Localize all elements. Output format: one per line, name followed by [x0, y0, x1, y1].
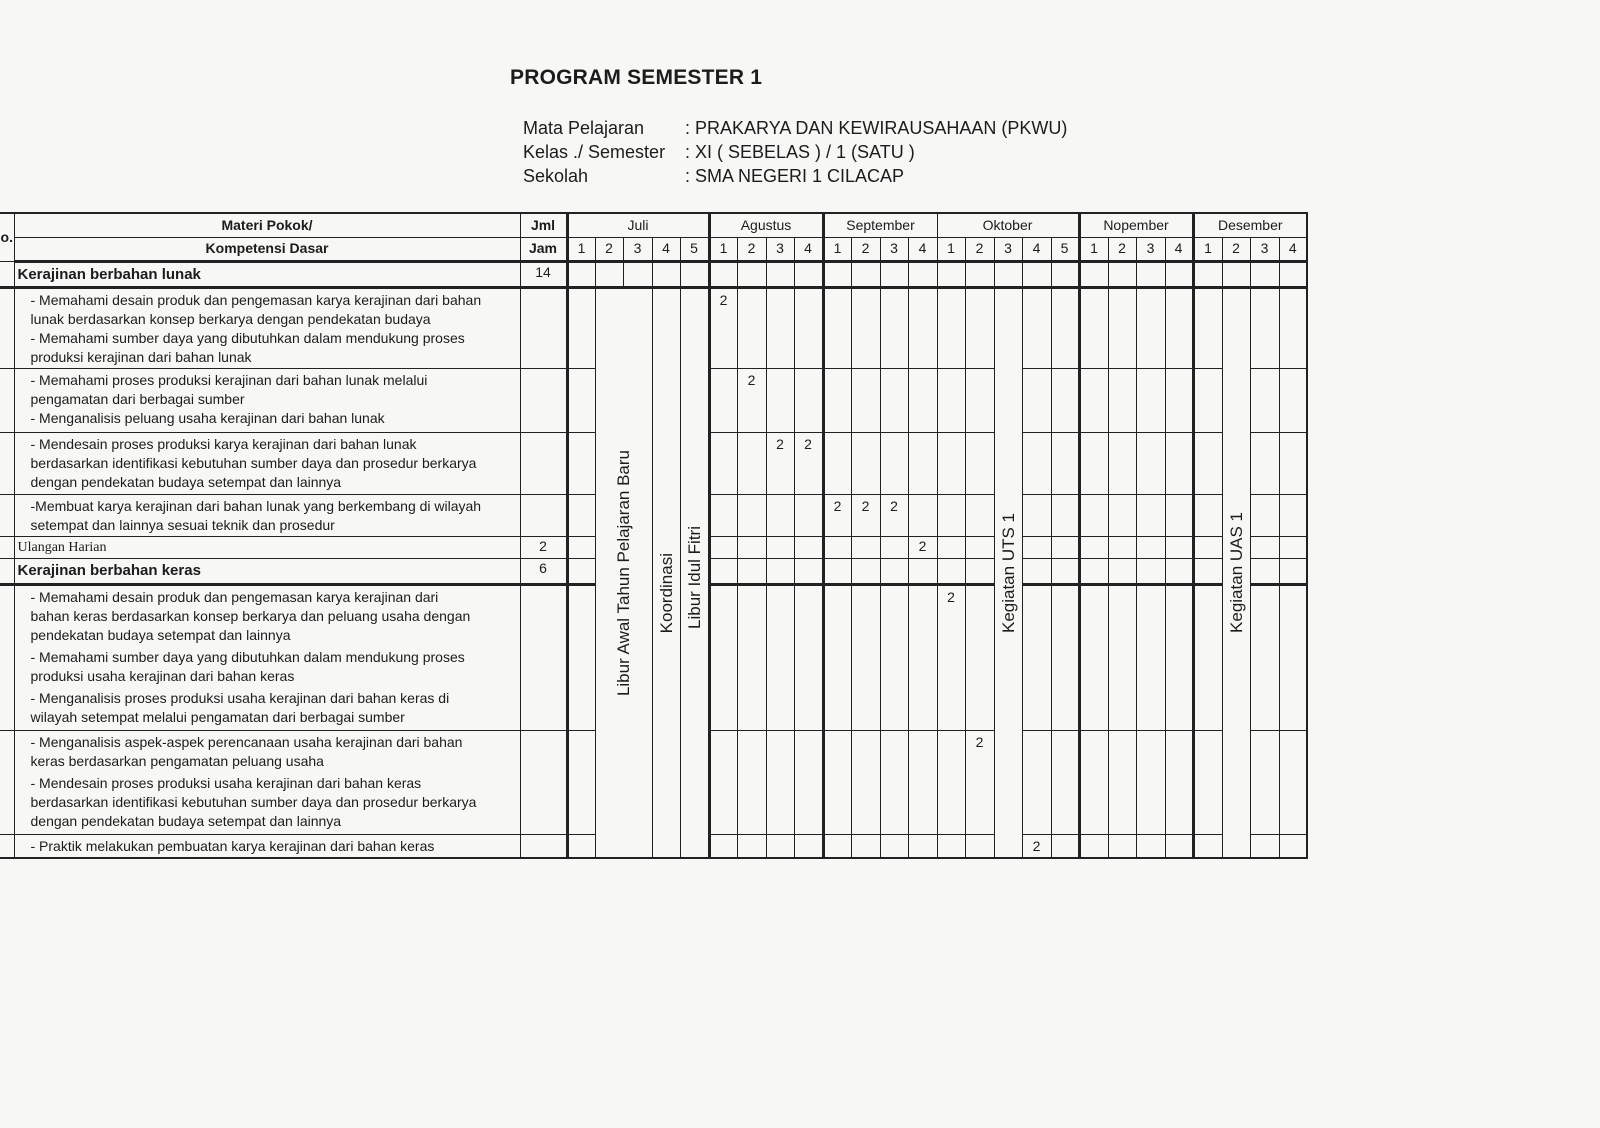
text-line: dengan pendekatan budaya setempat dan lainnya	[30, 473, 342, 490]
week-cell: 1	[937, 237, 965, 261]
uts-label: Kegiatan UTS 1	[998, 512, 1018, 633]
text-line: - Praktik melakukan pembuatan karya kerajinan dari bahan keras	[30, 837, 435, 854]
materi-text	[14, 834, 520, 858]
week-cell: 1	[567, 237, 595, 261]
text-line: produksi kerajinan dari bahan lunak	[30, 348, 252, 365]
text-line: wilayah setempat melalui pengamatan dari berbagai sumber	[30, 708, 405, 725]
info-label: Sekolah	[523, 166, 589, 186]
text-line: - Menganalisis peluang usaha kerajinan dari bahan lunak	[30, 409, 385, 426]
text-line: produksi usaha kerajinan dari bahan keras	[30, 667, 295, 684]
week-cell: 2	[1108, 237, 1136, 261]
alloc-cell: 2	[766, 432, 794, 494]
jam-keras: 6	[520, 558, 567, 584]
week-cell: 3	[1250, 237, 1279, 261]
week-cell: 1	[709, 237, 737, 261]
header-row-months	[0, 213, 1307, 237]
text-line: bahan keras berdasarkan konsep berkarya dan peluang usaha dengan	[30, 607, 471, 624]
materi-text	[14, 287, 520, 368]
text-line: - Mendesain proses produksi usaha kerajinan dari bahan keras	[30, 774, 422, 791]
materi-text	[14, 368, 520, 432]
text-line: keras berdasarkan pengamatan peluang usaha	[30, 752, 324, 769]
materi-text	[14, 730, 520, 834]
week-cell: 1	[1193, 237, 1222, 261]
month-juli: Juli	[567, 213, 709, 237]
month-agustus: Agustus	[709, 213, 823, 237]
header-row-weeks	[0, 237, 1307, 261]
koordinasi-label: Koordinasi	[656, 552, 676, 633]
week-cell: 1	[823, 237, 851, 261]
koordinasi-cell	[652, 287, 680, 858]
month-september: September	[823, 213, 937, 237]
header-kompetensi: Kompetensi Dasar	[14, 237, 520, 261]
alloc-cell: 2	[823, 494, 851, 536]
text-line: setempat dan lainnya sesuai teknik dan prosedur	[30, 516, 335, 533]
program-semester-table	[0, 212, 1308, 859]
text-line: - Menganalisis proses produksi usaha kerajinan dari bahan keras di	[30, 689, 450, 706]
text-line: - Memahami proses produksi kerajinan dari bahan lunak melalui	[30, 371, 428, 388]
week-cell: 4	[908, 237, 937, 261]
week-cell: 5	[680, 237, 709, 261]
week-cell: 2	[1222, 237, 1250, 261]
week-cell: 4	[1279, 237, 1307, 261]
text-line: berdasarkan identifikasi kebutuhan sumber daya dan prosedur berkarya	[30, 454, 477, 471]
text-line: - Memahami desain produk dan pengemasan karya kerajinan dari	[30, 588, 439, 605]
header-jam: Jam	[520, 237, 567, 261]
header-materi: Materi Pokok/	[14, 213, 520, 237]
text-line: pendekatan budaya setempat dan lainnya	[30, 626, 291, 643]
alloc-cell: 2	[880, 494, 908, 536]
jam-lunak: 14	[520, 261, 567, 287]
libur-idul-cell	[680, 287, 709, 858]
week-cell: 2	[595, 237, 623, 261]
week-cell: 1	[1079, 237, 1108, 261]
text-line: - Memahami sumber daya yang dibutuhkan dalam mendukung proses	[30, 329, 465, 346]
week-cell: 4	[1165, 237, 1193, 261]
materi-text	[14, 432, 520, 494]
libur-idul-label: Libur Idul Fitri	[684, 526, 704, 630]
text-line: dengan pendekatan budaya setempat dan lainnya	[30, 812, 342, 829]
week-cell: 4	[1022, 237, 1051, 261]
info-label: Kelas ./ Semester	[523, 142, 666, 162]
alloc-cell: 2	[965, 730, 994, 834]
section-title-keras: Kerajinan berbahan keras	[14, 558, 520, 584]
alloc-cell: 2	[851, 494, 880, 536]
info-value: : PRAKARYA DAN KEWIRAUSAHAAN (PKWU)	[685, 118, 1068, 138]
alloc-cell: 2	[908, 536, 937, 558]
week-cell: 3	[766, 237, 794, 261]
alloc-cell: 2	[737, 368, 766, 432]
header-jml: Jml	[520, 213, 567, 237]
month-nopember: Nopember	[1079, 213, 1193, 237]
info-value: : XI ( SEBELAS ) / 1 (SATU )	[685, 142, 915, 162]
ulangan-label: Ulangan Harian	[14, 536, 520, 558]
month-oktober: Oktober	[937, 213, 1079, 237]
header-no: o.	[0, 213, 14, 261]
materi-text	[14, 494, 520, 536]
alloc-cell: 2	[794, 432, 823, 494]
text-line: - Memahami desain produk dan pengemasan karya kerajinan dari bahan	[30, 291, 482, 308]
uas-label: Kegiatan UAS 1	[1226, 512, 1246, 634]
section-title-lunak: Kerajinan berbahan lunak	[14, 261, 520, 287]
text-line: lunak berdasarkan konsep berkarya dengan pendekatan budaya	[30, 310, 431, 327]
page-title: PROGRAM SEMESTER 1	[510, 66, 763, 89]
week-cell: 3	[994, 237, 1022, 261]
text-line: -Membuat karya kerajinan dari bahan lunak yang berkembang di wilayah	[30, 497, 482, 514]
libur-awal-label: Libur Awal Tahun Pelajaran Baru	[614, 449, 633, 696]
text-line: - Mendesain proses produksi karya kerajinan dari bahan lunak	[30, 435, 417, 452]
materi-text	[14, 584, 520, 730]
text-line: - Memahami sumber daya yang dibutuhkan dalam mendukung proses	[30, 648, 465, 665]
week-cell: 2	[737, 237, 766, 261]
week-cell: 3	[623, 237, 652, 261]
alloc-cell: 2	[709, 287, 737, 368]
week-cell: 3	[1136, 237, 1165, 261]
text-line: berdasarkan identifikasi kebutuhan sumber daya dan prosedur berkarya	[30, 793, 477, 810]
section-row-lunak	[0, 261, 1307, 287]
uts-cell	[994, 287, 1022, 858]
info-value: : SMA NEGERI 1 CILACAP	[685, 166, 905, 186]
text-line: pengamatan dari berbagai sumber	[30, 390, 245, 407]
week-cell: 5	[1051, 237, 1079, 261]
libur-awal-cell	[595, 287, 652, 858]
alloc-cell: 2	[1022, 834, 1051, 858]
month-desember: Desember	[1193, 213, 1307, 237]
text-line: - Menganalisis aspek-aspek perencanaan usaha kerajinan dari bahan	[30, 733, 463, 750]
alloc-cell: 2	[937, 584, 965, 730]
week-cell: 4	[794, 237, 823, 261]
week-cell: 3	[880, 237, 908, 261]
uas-cell	[1222, 287, 1250, 858]
week-cell: 4	[652, 237, 680, 261]
week-cell: 2	[965, 237, 994, 261]
materi-row	[0, 287, 1307, 368]
week-cell: 2	[851, 237, 880, 261]
info-label: Mata Pelajaran	[523, 118, 645, 138]
ulangan-jam: 2	[520, 536, 567, 558]
